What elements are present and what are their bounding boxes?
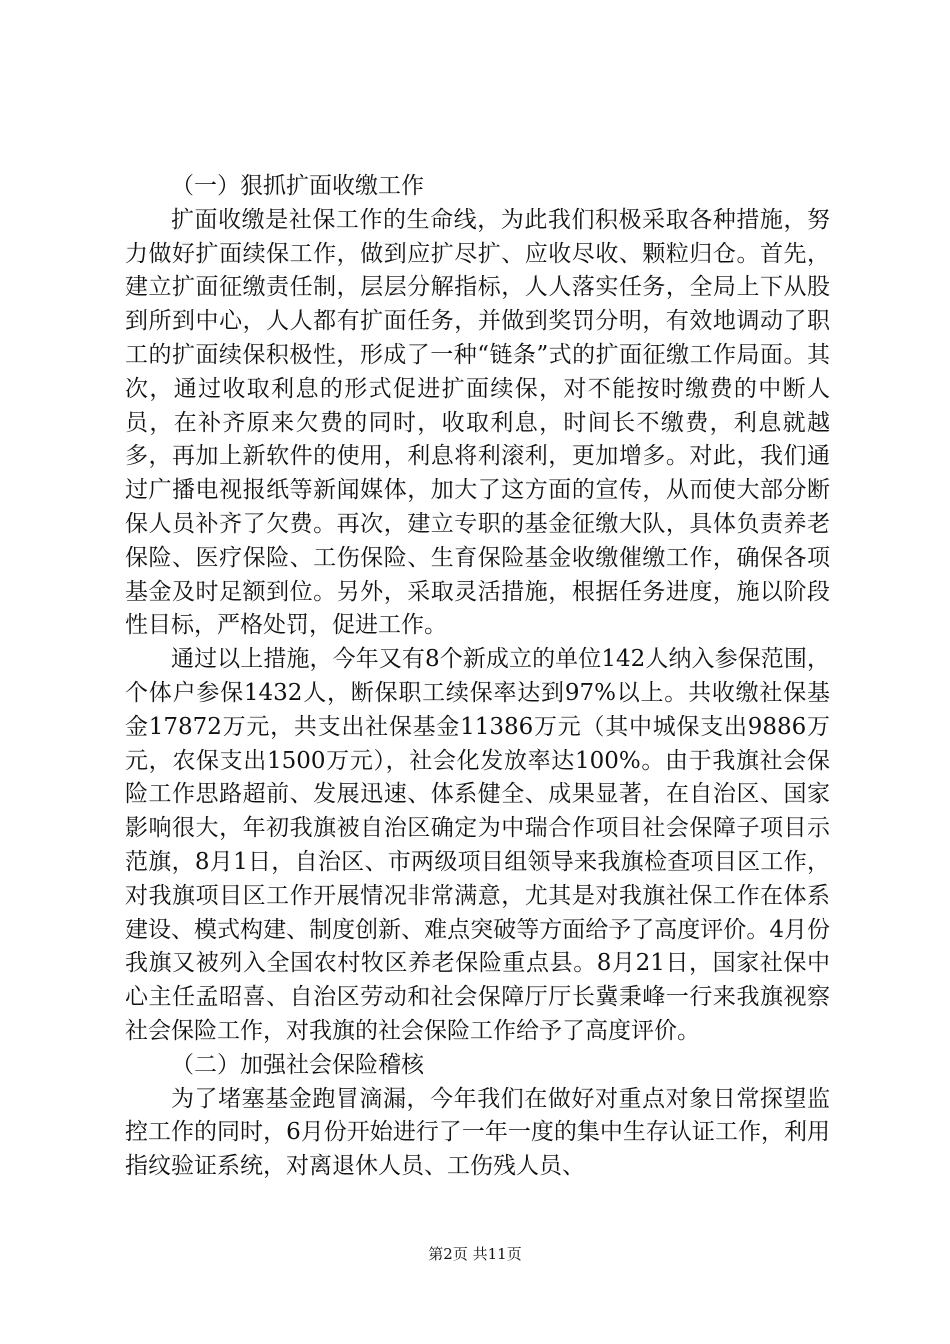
paragraph-3: 为了堵塞基金跑冒滴漏，今年我们在做好对重点对象日常探望监控工作的同时，6月份开始进行了一年一度的集中生存认证工作，利用指纹验证系统，对离退休人员、工伤残人员、 [125,1085,830,1180]
document-body [125,170,830,1184]
paragraph-2: 通过以上措施，今年又有8个新成立的单位142人纳入参保范围，个体户参保1432人，断保职工续保率达到97%以上。共收缴社保基金17872万元，共支出社保基金11386万元（其中城保支出9886万元，农保支出1500万元），社会化发放率达100%。由于我旗社会保险工作思路超前、发展迅速、体系健全、成果显著，在自治区、国家影响很大，年初我旗被自治区确定为中瑞合作项目社会保障子项目示范旗，8月1日，自治区、市两级项目组领导来我旗检查项目区工作，对我旗项目区工作开展情况非常满意，尤其是对我旗社保工作在体系建设、模式构建、制度创新、难点突破等方面给予了高度评价。4月份我旗又被列入全国农村牧区养老保险重点县。8月21日，国家社保中心主任孟昭喜、自治区劳动和社会保障厅厅长冀秉峰一行来我旗视察社会保险工作，对我旗的社会保险工作给予了高度评价。 [125,646,830,1044]
page-footer: 第2页 共11页 [428,1245,522,1263]
section-heading-1: （一）狠抓扩面收缴工作 [171,173,424,199]
paragraph-1: 扩面收缴是社保工作的生命线，为此我们积极采取各种措施，努力做好扩面续保工作，做到应扩尽扩、应收尽收、颗粒归仓。首先，建立扩面征缴责任制，层层分解指标，人人落实任务，全局上下从股到所到中心，人人都有扩面任务，并做到奖罚分明，有效地调动了职工的扩面续保积极性，形成了一种“链条”式的扩面征缴工作局面。其次，通过收取利息的形式促进扩面续保，对不能按时缴费的中断人员，在补齐原来欠费的同时，收取利息，时间长不缴费，利息就越多，再加上新软件的使用，利息将利滚利，更加增多。对此，我们通过广播电视报纸等新闻媒体，加大了这方面的宣传，从而使大部分断保人员补齐了欠费。再次，建立专职的基金征缴大队，具体负责养老保险、医疗保险、工伤保险、生育保险基金收缴催缴工作，确保各项基金及时足额到位。另外，采取灵活措施，根据任务进度，施以阶段性目标，严格处罚，促进工作。 [125,206,830,639]
section-heading-2: （二）加强社会保险稽核 [171,1051,424,1078]
